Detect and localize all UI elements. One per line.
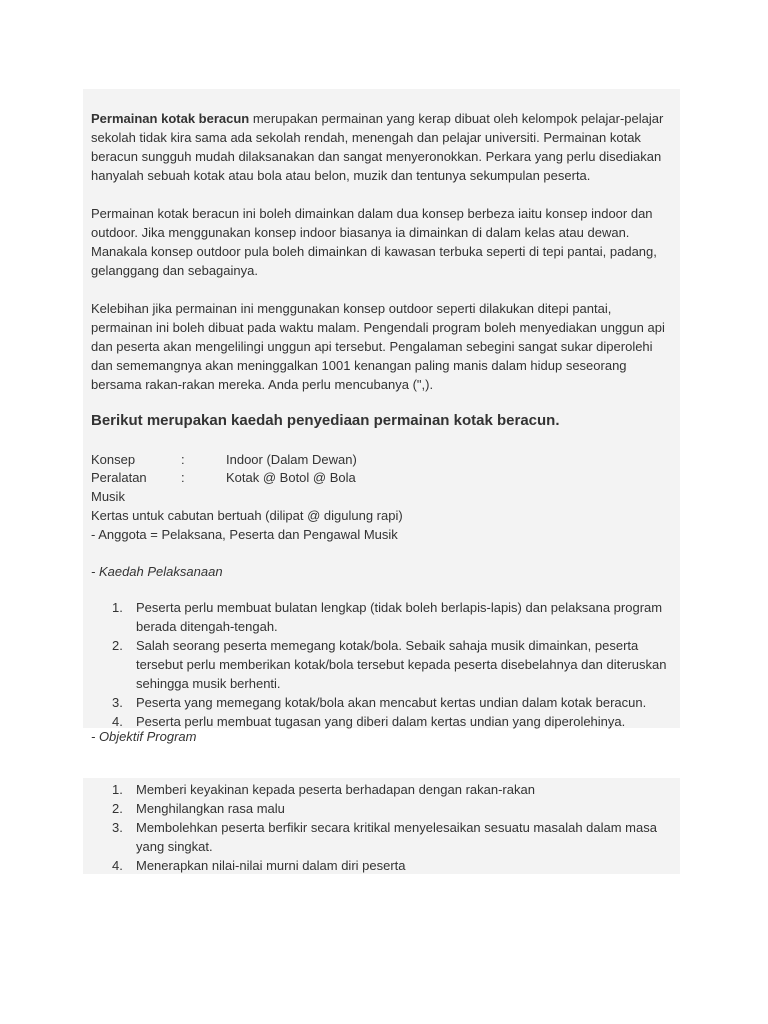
list-number: 3.	[112, 820, 123, 835]
list-number: 4.	[112, 714, 123, 729]
list-text: Menghilangkan rasa malu	[136, 801, 285, 816]
concept-paragraph: Permainan kotak beracun ini boleh dimainkan dalam dua konsep berbeza iaitu konsep indoor dan outdoor. Jika menggunakan konsep indoor biasanya ia dimainkan di dalam kelas atau dewan. Manakala konsep outdoor pula boleh dimainkan di kawasan terbuka seperti di tepi pantai, padang, gelanggang dan sebagainya.	[91, 206, 657, 278]
list-text: Salah seorang peserta memegang kotak/bola. Sebaik sahaja musik dimainkan, peserta tersebut perlu memberikan kotak/bola tersebut kepada peserta disebelahnya dan diteruskan sehingga musik berhenti.	[136, 638, 667, 691]
list-number: 1.	[112, 782, 123, 797]
list-item	[91, 598, 671, 636]
spec-value: Kotak @ Botol @ Bola	[226, 470, 356, 485]
intro-text: merupakan permainan yang kerap dibuat oleh kelompok pelajar-pelajar sekolah tidak kira sama ada sekolah rendah, menengah dan pelajar universiti. Permainan kotak beracun sungguh mudah dilaksanakan dan sangat menyeronokkan. Perkara yang perlu disediakan hanyalah sebuah kotak atau bola atau belon, muzik dan tentunya sekumpulan peserta.	[91, 111, 664, 183]
list-item	[91, 799, 671, 818]
spec-label: Peralatan	[91, 470, 147, 485]
objektif-label: - Objektif Program	[91, 729, 197, 744]
list-text: Memberi keyakinan kepada peserta berhadapan dengan rakan-rakan	[136, 782, 535, 797]
spec-value: Indoor (Dalam Dewan)	[226, 452, 357, 467]
intro-paragraph	[91, 109, 675, 185]
spec-label: Konsep	[91, 452, 136, 467]
list-number: 3.	[112, 695, 123, 710]
spec-colon: :	[181, 452, 185, 467]
list-item	[91, 780, 671, 799]
list-text: Peserta yang memegang kotak/bola akan mencabut kertas undian dalam kotak beracun.	[136, 695, 647, 710]
objektif-list	[91, 780, 671, 875]
intro-bold-title: Permainan kotak beracun	[91, 111, 250, 126]
kaedah-label: - Kaedah Pelaksanaan	[91, 564, 223, 579]
list-item	[91, 818, 671, 856]
advantage-paragraph: Kelebihan jika permainan ini menggunakan konsep outdoor seperti dilakukan ditepi pantai, permainan ini boleh dibuat pada waktu malam. Pengendali program boleh menyediakan unggun api dan peserta akan mengelilingi unggun api tersebut. Pengalaman sebegini sangat sukar diperolehi dan sememangnya akan meninggalkan 1001 kenangan paling manis dalam hidup seseorang bersama rakan-rakan mereka. Anda perlu mencubanya (",).	[91, 301, 665, 392]
section-heading: Berikut merupakan kaedah penyediaan permainan kotak beracun.	[91, 412, 560, 429]
list-text: Membolehkan peserta berfikir secara kritikal menyelesaikan sesuatu masalah dalam masa yang singkat.	[136, 820, 657, 854]
spec-colon: :	[181, 470, 185, 485]
list-text: Peserta perlu membuat bulatan lengkap (tidak boleh berlapis-lapis) dan pelaksana program berada ditengah-tengah.	[136, 600, 663, 634]
musik-line: Musik	[91, 489, 125, 504]
kertas-line: Kertas untuk cabutan bertuah (dilipat @ digulung rapi)	[91, 508, 403, 523]
list-number: 1.	[112, 600, 123, 615]
list-text: Peserta perlu membuat tugasan yang diberi dalam kertas undian yang diperolehinya.	[136, 714, 626, 729]
list-item	[91, 693, 671, 712]
list-text: Menerapkan nilai-nilai murni dalam diri peserta	[136, 858, 406, 873]
list-number: 2.	[112, 801, 123, 816]
list-item	[91, 856, 671, 875]
list-number: 2.	[112, 638, 123, 653]
list-number: 4.	[112, 858, 123, 873]
list-item	[91, 636, 671, 693]
anggota-line: - Anggota = Pelaksana, Peserta dan Pengawal Musik	[91, 527, 398, 542]
kaedah-steps-list	[91, 598, 671, 731]
